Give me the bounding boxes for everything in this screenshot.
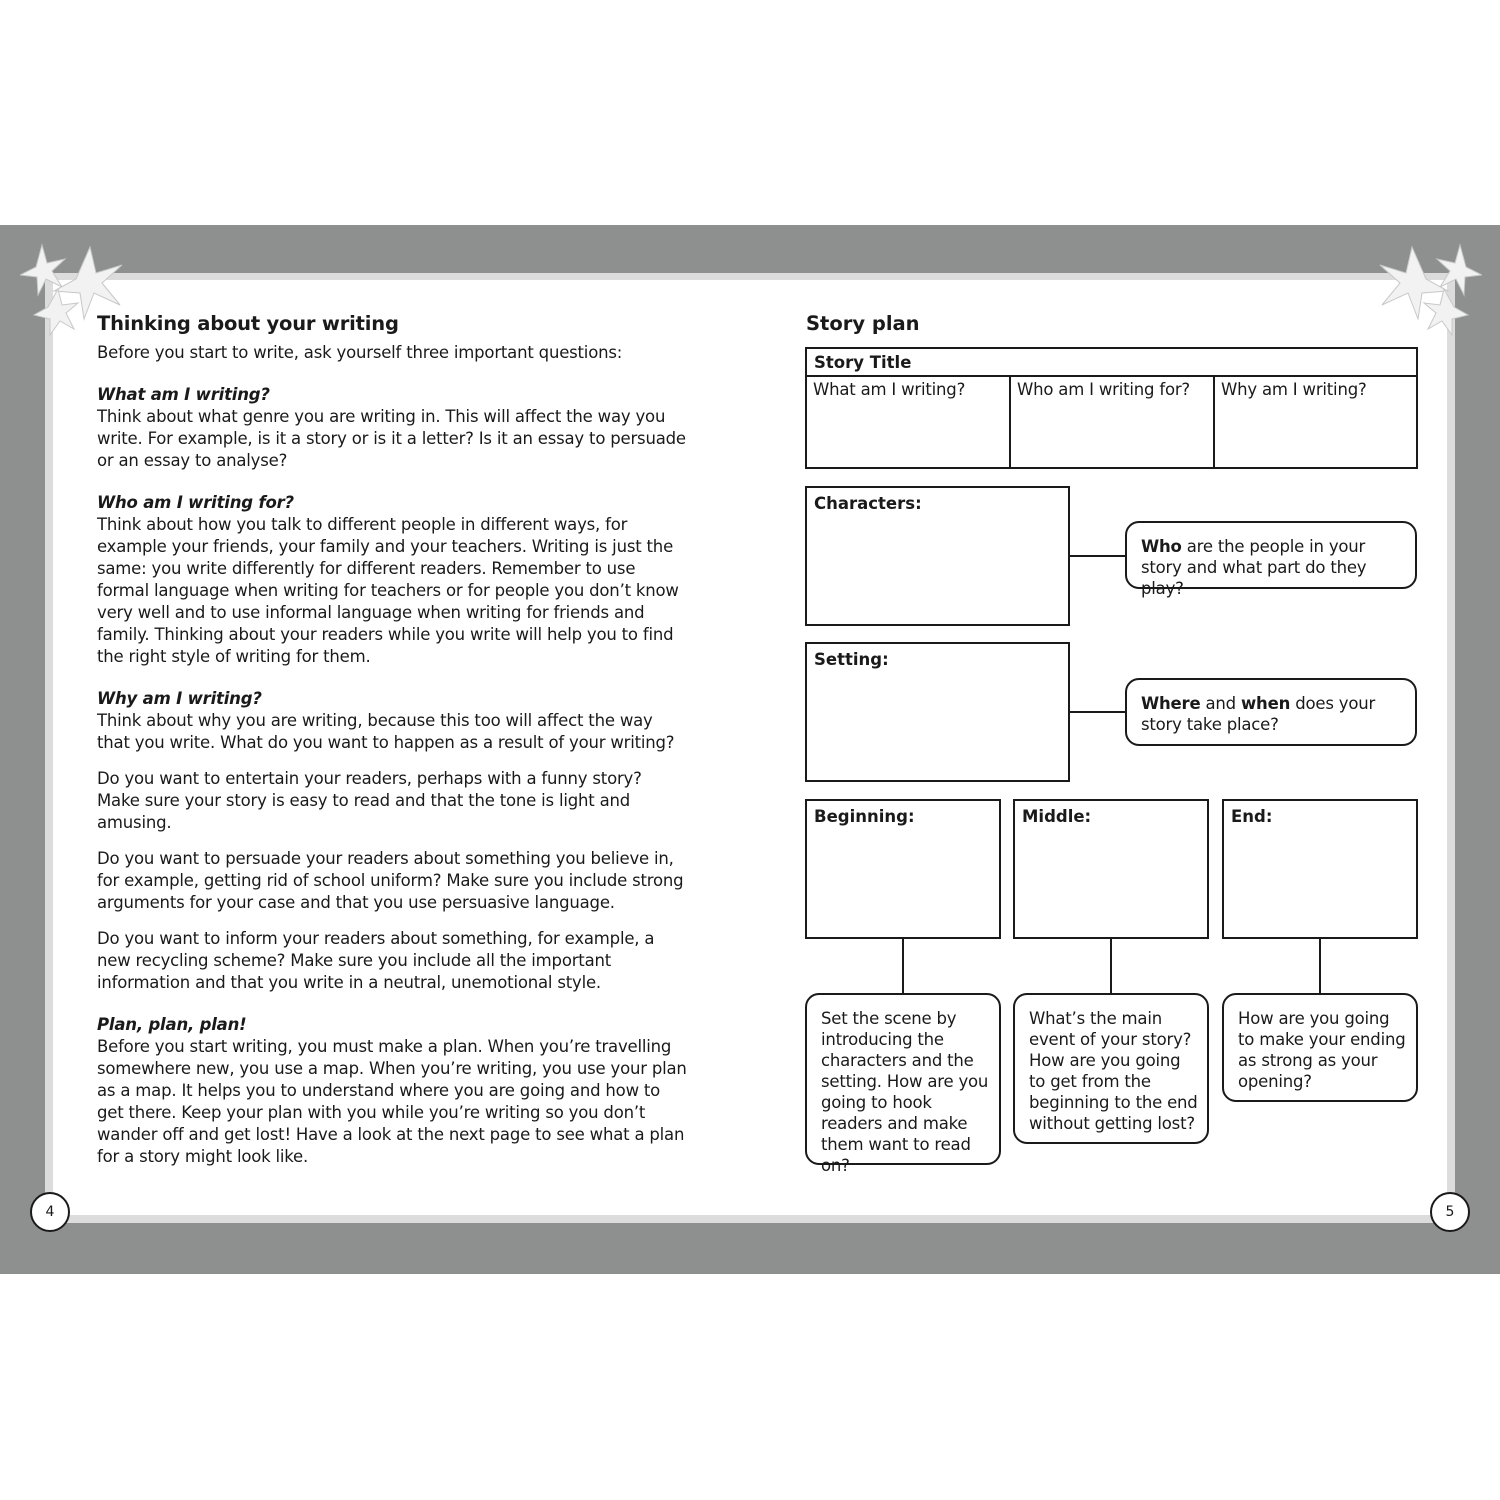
section-heading: Who am I writing for?: [97, 493, 294, 512]
section-body: Think about how you talk to different people in different ways, for example your friends, your family and your teachers. Writing is just the same: you write differently for different readers. Remember to use formal language when writing for teachers or for people you don’t know very well and to use informal language when writing for friends and family. Thinking about your readers while you write will help you to find the right style of writing for them.: [97, 515, 679, 666]
middle-box: [1013, 799, 1209, 939]
page-number-right: 5: [1430, 1192, 1470, 1232]
section-heading: Plan, plan, plan!: [97, 1015, 247, 1034]
story-plan-title: Story plan: [806, 312, 920, 335]
middle-label: Middle:: [1022, 807, 1092, 826]
end-box: [1222, 799, 1418, 939]
star-icon: [1372, 243, 1482, 338]
connector-line: [902, 939, 904, 994]
paragraph: Do you want to entertain your readers, perhaps with a funny story? Make sure your story is easy to read and that the tone is light and amusing.: [97, 769, 642, 832]
connector-line: [1070, 555, 1126, 557]
title-cell-what: What am I writing?: [813, 380, 966, 399]
characters-hint: Who are the people in your story and what part do they play?: [1125, 521, 1417, 589]
paragraph: Do you want to inform your readers about something, for example, a new recycling scheme? Make sure you include all the important information and that you write in a neutral, unemotional style.: [97, 929, 655, 992]
section-heading: What am I writing?: [97, 385, 270, 404]
connector-line: [1070, 711, 1126, 713]
end-label: End:: [1231, 807, 1273, 826]
title-cell-why: Why am I writing?: [1221, 380, 1367, 399]
characters-box: [805, 486, 1070, 626]
connector-line: [1319, 939, 1321, 994]
intro-text: Before you start to write, ask yourself three important questions:: [97, 343, 623, 362]
connector-line: [1110, 939, 1112, 994]
setting-hint: Where and when does your story take place?: [1125, 678, 1417, 746]
beginning-hint: Set the scene by introducing the characters and the setting. How are you going to hook readers and make them want to read on?: [805, 993, 1001, 1165]
section-heading: Why am I writing?: [97, 689, 262, 708]
left-page-text: [97, 312, 687, 1168]
story-title-table: [805, 347, 1418, 469]
section-body: Think about what genre you are writing in. This will affect the way you write. For example, is it a story or is it a letter? Is it an essay to persuade or an essay to analyse?: [97, 407, 686, 470]
section-body: Before you start writing, you must make a plan. When you’re travelling somewhere new, you use a map. When you’re writing, you use your plan as a map. It helps you to understand where you are going and how to get there. Keep your plan with you while you’re writing so you don’t wander off and get lost! Have a look at the next page to see what a plan for a story might look like.: [97, 1037, 687, 1166]
characters-label: Characters:: [814, 494, 922, 513]
setting-label: Setting:: [814, 650, 889, 669]
page-title: Thinking about your writing: [97, 312, 399, 335]
page-number-left: 4: [30, 1192, 70, 1232]
beginning-box: [805, 799, 1001, 939]
story-title-label: Story Title: [814, 353, 912, 372]
end-hint: How are you going to make your ending as strong as your opening?: [1222, 993, 1418, 1102]
beginning-label: Beginning:: [814, 807, 915, 826]
middle-hint: What’s the main event of your story? How are you going to get from the beginning to the end without getting lost?: [1013, 993, 1209, 1144]
title-cell-who: Who am I writing for?: [1017, 380, 1190, 399]
setting-box: [805, 642, 1070, 782]
paragraph: Do you want to persuade your readers about something you believe in, for example, getting rid of school uniform? Make sure you include strong arguments for your case and that you use persuasive language.: [97, 849, 684, 912]
section-body: Think about why you are writing, because this too will affect the way that you write. What do you want to happen as a result of your writing?: [97, 711, 675, 752]
